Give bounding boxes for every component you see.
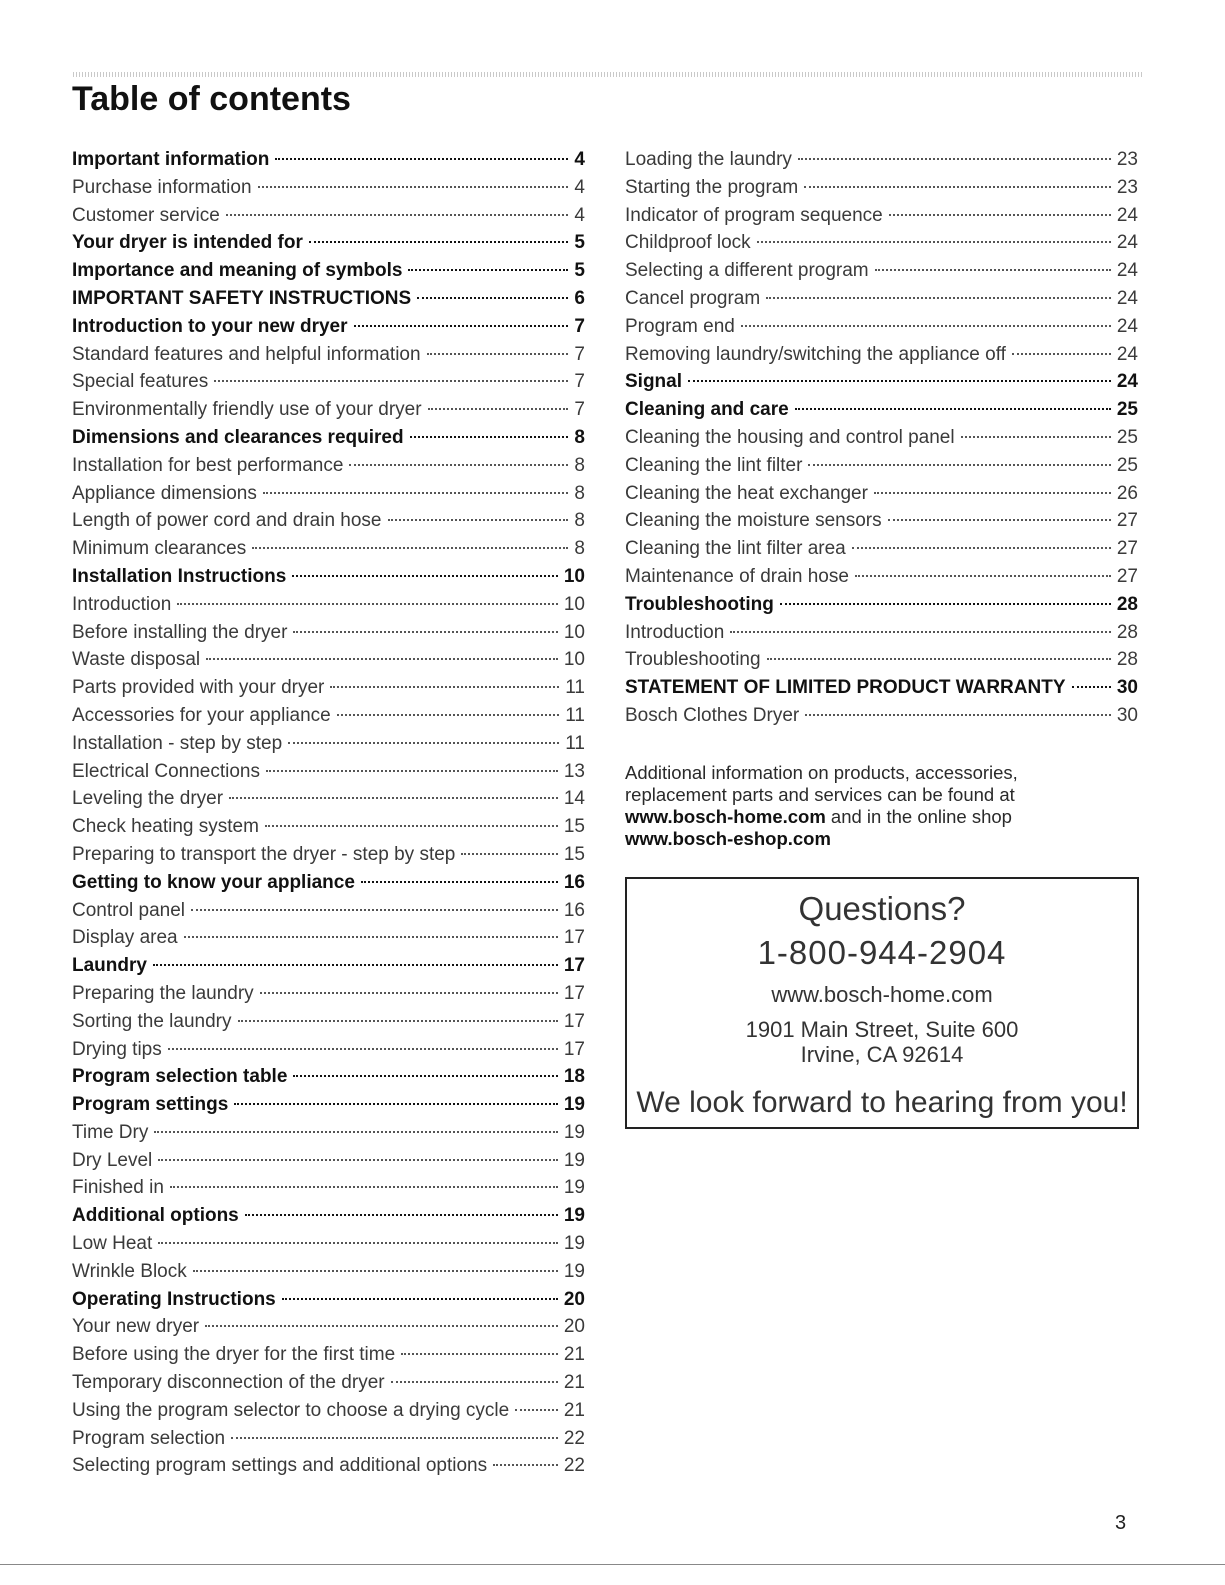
toc-section-entry[interactable] (72, 146, 585, 174)
toc-subsection-entry[interactable] (625, 424, 1138, 452)
toc-dot-leader (184, 936, 558, 938)
toc-subsection-entry[interactable] (625, 313, 1138, 341)
toc-entry-title: Waste disposal (72, 649, 201, 671)
toc-entry-title: Customer service (72, 204, 220, 226)
toc-dot-leader (206, 658, 558, 660)
toc-entry-page: 13 (563, 760, 585, 782)
toc-dot-leader (288, 742, 559, 744)
toc-dot-leader (260, 992, 558, 994)
toc-entry-page: 5 (574, 260, 585, 282)
toc-entry-page: 19 (563, 1205, 585, 1227)
toc-dot-leader (808, 464, 1110, 466)
toc-entry-title: Starting the program (625, 176, 799, 198)
toc-dot-leader (874, 492, 1111, 494)
toc-entry-page: 4 (574, 176, 585, 198)
questions-contact-box (625, 877, 1139, 1129)
toc-subsection-entry[interactable] (625, 535, 1138, 563)
toc-section-entry[interactable] (72, 229, 585, 257)
toc-dot-leader (427, 353, 569, 355)
toc-dot-leader (330, 686, 559, 688)
info-line-2: replacement parts and services can be found at (625, 784, 1015, 805)
toc-entry-title: Indicator of program sequence (625, 204, 883, 226)
toc-dot-leader (231, 1437, 558, 1439)
toc-entry-page: 26 (1116, 482, 1138, 504)
toc-entry-page: 23 (1116, 176, 1138, 198)
toc-subsection-entry[interactable] (72, 368, 585, 396)
toc-entry-title: Operating Instructions (72, 1288, 276, 1310)
toc-section-entry[interactable] (72, 952, 585, 980)
toc-dot-leader (804, 186, 1111, 188)
toc-entry-page: 11 (565, 677, 585, 699)
toc-entry-title: Standard features and helpful information (72, 343, 421, 365)
toc-subsection-entry[interactable] (72, 1258, 585, 1286)
toc-left-column (72, 146, 585, 1480)
toc-subsection-entry[interactable] (625, 174, 1138, 202)
toc-entry-page: 7 (574, 371, 585, 393)
toc-entry-title: Time Dry (72, 1121, 149, 1143)
toc-entry-page: 4 (574, 204, 585, 226)
toc-subsection-entry[interactable] (72, 813, 585, 841)
toc-subsection-entry[interactable] (625, 702, 1138, 730)
toc-entry-title: Laundry (72, 955, 147, 977)
toc-entry-page: 17 (563, 927, 585, 949)
toc-entry-page: 15 (563, 843, 585, 865)
toc-subsection-entry[interactable] (625, 563, 1138, 591)
toc-entry-title: Appliance dimensions (72, 482, 257, 504)
toc-entry-title: Cleaning the moisture sensors (625, 510, 882, 532)
toc-entry-page: 24 (1116, 260, 1138, 282)
toc-entry-page: 24 (1116, 232, 1138, 254)
toc-subsection-entry[interactable] (72, 202, 585, 230)
toc-entry-page: 21 (563, 1372, 585, 1394)
toc-dot-leader (282, 1298, 558, 1300)
toc-dot-leader (258, 186, 569, 188)
toc-subsection-entry[interactable] (72, 758, 585, 786)
toc-entry-title: Cleaning and care (625, 399, 789, 421)
toc-dot-leader (515, 1409, 558, 1411)
toc-subsection-entry[interactable] (625, 229, 1138, 257)
toc-entry-title: Temporary disconnection of the dryer (72, 1372, 385, 1394)
toc-section-entry[interactable] (72, 563, 585, 591)
toc-dot-leader (361, 881, 558, 883)
toc-dot-leader (493, 1464, 558, 1466)
toc-dot-leader (410, 436, 569, 438)
toc-entry-page: 24 (1116, 343, 1138, 365)
toc-entry-title: Check heating system (72, 816, 259, 838)
toc-entry-title: Selecting a different program (625, 260, 869, 282)
toc-entry-page: 19 (563, 1260, 585, 1282)
toc-entry-title: Accessories for your appliance (72, 704, 331, 726)
toc-subsection-entry[interactable] (625, 480, 1138, 508)
toc-section-entry[interactable] (72, 1202, 585, 1230)
toc-entry-page: 8 (574, 482, 585, 504)
toc-dot-leader (855, 575, 1111, 577)
toc-entry-title: Removing laundry/switching the appliance off (625, 343, 1006, 365)
toc-entry-title: Control panel (72, 899, 186, 921)
toc-subsection-entry[interactable] (72, 1174, 585, 1202)
toc-dot-leader (888, 519, 1111, 521)
toc-entry-page: 22 (563, 1455, 585, 1477)
toc-entry-title: Cleaning the housing and control panel (625, 426, 955, 448)
toc-entry-page: 20 (563, 1288, 585, 1310)
toc-entry-title: Preparing the laundry (72, 982, 254, 1004)
toc-entry-page: 10 (563, 593, 585, 615)
toc-entry-page: 17 (563, 982, 585, 1004)
toc-dot-leader (266, 770, 558, 772)
toc-dot-leader (252, 547, 568, 549)
toc-subsection-entry[interactable] (625, 507, 1138, 535)
toc-dot-leader (309, 241, 569, 243)
toc-entry-title: Importance and meaning of symbols (72, 260, 403, 282)
toc-section-entry[interactable] (72, 424, 585, 452)
toc-entry-title: Cleaning the lint filter area (625, 538, 846, 560)
toc-entry-title: Preparing to transport the dryer - step by step (72, 843, 456, 865)
toc-subsection-entry[interactable] (625, 452, 1138, 480)
toc-dot-leader (292, 575, 558, 577)
closing-message: We look forward to hearing from you! (636, 1086, 1128, 1119)
toc-subsection-entry[interactable] (72, 1147, 585, 1175)
toc-entry-title: Program end (625, 315, 735, 337)
toc-entry-page: 19 (563, 1094, 585, 1116)
toc-subsection-entry[interactable] (72, 1119, 585, 1147)
toc-section-entry[interactable] (72, 1063, 585, 1091)
toc-entry-title: STATEMENT OF LIMITED PRODUCT WARRANTY (625, 677, 1066, 699)
toc-subsection-entry[interactable] (625, 619, 1138, 647)
toc-section-entry[interactable] (72, 285, 585, 313)
toc-dot-leader (741, 325, 1111, 327)
toc-entry-page: 15 (563, 816, 585, 838)
toc-dot-leader (238, 1020, 558, 1022)
toc-dot-leader (226, 214, 569, 216)
toc-entry-page: 7 (574, 343, 585, 365)
toc-entry-title: Length of power cord and drain hose (72, 510, 382, 532)
toc-subsection-entry[interactable] (72, 396, 585, 424)
toc-entry-title: Purchase information (72, 176, 252, 198)
toc-entry-page: 19 (563, 1233, 585, 1255)
toc-dot-leader (275, 158, 568, 160)
toc-entry-page: 27 (1116, 538, 1138, 560)
toc-entry-page: 7 (574, 399, 585, 421)
toc-entry-page: 10 (563, 565, 585, 587)
toc-entry-title: Program selection (72, 1427, 226, 1449)
toc-subsection-entry[interactable] (72, 480, 585, 508)
page-title: Table of contents (72, 80, 351, 118)
toc-entry-title: Your dryer is intended for (72, 232, 303, 254)
toc-subsection-entry[interactable] (72, 702, 585, 730)
toc-entry-page: 8 (574, 426, 585, 448)
toc-entry-title: Getting to know your appliance (72, 871, 355, 893)
toc-section-entry[interactable] (72, 1286, 585, 1314)
toc-entry-title: Before installing the dryer (72, 621, 288, 643)
toc-subsection-entry[interactable] (72, 1036, 585, 1064)
toc-dot-leader (805, 714, 1111, 716)
toc-entry-title: Cleaning the heat exchanger (625, 482, 868, 504)
toc-subsection-entry[interactable] (72, 674, 585, 702)
toc-subsection-entry[interactable] (72, 924, 585, 952)
toc-dot-leader (158, 1159, 558, 1161)
toc-entry-title: Finished in (72, 1177, 164, 1199)
toc-dot-leader (168, 1048, 558, 1050)
toc-entry-page: 11 (565, 704, 585, 726)
website-link[interactable]: www.bosch-home.com (771, 982, 993, 1007)
toc-entry-title: Important information (72, 149, 270, 170)
toc-subsection-entry[interactable] (625, 341, 1138, 369)
toc-entry-page: 8 (574, 538, 585, 560)
toc-dot-leader (153, 964, 558, 966)
toc-dot-leader (234, 1103, 558, 1105)
toc-dot-leader (177, 603, 558, 605)
toc-entry-title: Cancel program (625, 287, 761, 309)
toc-dot-leader (961, 436, 1111, 438)
toc-dot-leader (889, 214, 1111, 216)
toc-dot-leader (767, 658, 1111, 660)
toc-entry-page: 24 (1116, 204, 1138, 226)
toc-entry-title: Electrical Connections (72, 760, 260, 782)
toc-subsection-entry[interactable] (72, 341, 585, 369)
toc-entry-page: 22 (563, 1427, 585, 1449)
toc-subsection-entry[interactable] (72, 507, 585, 535)
toc-entry-page: 25 (1116, 426, 1138, 448)
toc-dot-leader (354, 325, 569, 327)
toc-subsection-entry[interactable] (72, 1313, 585, 1341)
toc-subsection-entry[interactable] (72, 1425, 585, 1453)
additional-info-note (625, 762, 1140, 850)
toc-dot-leader (852, 547, 1111, 549)
toc-entry-title: Introduction to your new dryer (72, 315, 348, 337)
toc-entry-title: Display area (72, 927, 178, 949)
toc-section-entry[interactable] (72, 257, 585, 285)
toc-entry-page: 27 (1116, 565, 1138, 587)
toc-dot-leader (780, 603, 1111, 605)
toc-subsection-entry[interactable] (625, 202, 1138, 230)
toc-entry-page: 19 (563, 1149, 585, 1171)
toc-entry-title: Your new dryer (72, 1316, 200, 1338)
toc-entry-title: Low Heat (72, 1233, 153, 1255)
toc-entry-page: 17 (563, 1038, 585, 1060)
toc-subsection-entry[interactable] (72, 591, 585, 619)
toc-entry-page: 30 (1116, 704, 1138, 726)
toc-dot-leader (229, 797, 558, 799)
info-line-1: Additional information on products, accessories, (625, 762, 1018, 783)
toc-entry-title: Drying tips (72, 1038, 162, 1060)
toc-entry-page: 24 (1116, 287, 1138, 309)
toc-dot-leader (417, 297, 568, 299)
toc-right-column (625, 146, 1138, 730)
toc-subsection-entry[interactable] (72, 174, 585, 202)
toc-dot-leader (730, 631, 1111, 633)
toc-dot-leader (461, 853, 558, 855)
toc-entry-page: 10 (563, 621, 585, 643)
toc-entry-page: 18 (563, 1066, 585, 1088)
toc-entry-title: Installation - step by step (72, 732, 283, 754)
toc-entry-page: 28 (1116, 649, 1138, 671)
toc-entry-page: 11 (565, 732, 585, 754)
toc-section-entry[interactable] (625, 368, 1138, 396)
toc-entry-page: 17 (563, 1010, 585, 1032)
footer-rule (0, 1564, 1225, 1565)
toc-entry-title: Troubleshooting (625, 593, 774, 615)
toc-entry-page: 16 (563, 899, 585, 921)
toc-entry-title: Sorting the laundry (72, 1010, 232, 1032)
toc-entry-page: 30 (1116, 677, 1138, 699)
toc-entry-title: IMPORTANT SAFETY INSTRUCTIONS (72, 287, 412, 309)
toc-dot-leader (158, 1242, 558, 1244)
toc-subsection-entry[interactable] (72, 785, 585, 813)
phone-number[interactable]: 1-800-944-2904 (757, 934, 1007, 971)
toc-subsection-entry[interactable] (72, 1008, 585, 1036)
toc-entry-page: 21 (563, 1399, 585, 1421)
toc-entry-title: Maintenance of drain hose (625, 565, 849, 587)
toc-subsection-entry[interactable] (72, 1397, 585, 1425)
toc-entry-page: 28 (1116, 621, 1138, 643)
toc-subsection-entry[interactable] (72, 980, 585, 1008)
bosch-eshop-link[interactable]: www.bosch-eshop.com (625, 828, 831, 849)
toc-dot-leader (293, 631, 557, 633)
toc-entry-title: Installation Instructions (72, 565, 287, 587)
toc-subsection-entry[interactable] (625, 646, 1138, 674)
toc-entry-title: Introduction (625, 621, 725, 643)
toc-entry-page: 28 (1116, 593, 1138, 615)
toc-dot-leader (757, 241, 1111, 243)
toc-entry-title: Dimensions and clearances required (72, 426, 404, 448)
address-line-2: Irvine, CA 92614 (800, 1042, 964, 1067)
toc-subsection-entry[interactable] (72, 897, 585, 925)
toc-entry-title: Loading the laundry (625, 149, 792, 170)
toc-subsection-entry[interactable] (72, 452, 585, 480)
toc-entry-page: 20 (563, 1316, 585, 1338)
toc-section-entry[interactable] (625, 396, 1138, 424)
toc-entry-page: 4 (574, 149, 585, 170)
toc-dot-leader (205, 1325, 558, 1327)
toc-subsection-entry[interactable] (72, 730, 585, 758)
toc-entry-page: 8 (574, 454, 585, 476)
toc-entry-page: 24 (1116, 315, 1138, 337)
bosch-home-link[interactable]: www.bosch-home.com (625, 806, 826, 827)
toc-entry-page: 27 (1116, 510, 1138, 532)
toc-entry-page: 25 (1116, 399, 1138, 421)
toc-dot-leader (193, 1270, 558, 1272)
toc-entry-page: 23 (1116, 149, 1138, 170)
address-line-1: 1901 Main Street, Suite 600 (745, 1017, 1019, 1042)
toc-subsection-entry[interactable] (72, 535, 585, 563)
toc-dot-leader (408, 269, 568, 271)
toc-entry-title: Parts provided with your dryer (72, 677, 325, 699)
toc-entry-title: Special features (72, 371, 209, 393)
toc-subsection-entry[interactable] (72, 841, 585, 869)
toc-subsection-entry[interactable] (72, 1230, 585, 1258)
toc-entry-page: 10 (563, 649, 585, 671)
toc-subsection-entry[interactable] (72, 1452, 585, 1480)
toc-dot-leader (337, 714, 560, 716)
toc-entry-page: 14 (563, 788, 585, 810)
toc-entry-page: 17 (563, 955, 585, 977)
toc-entry-page: 19 (563, 1121, 585, 1143)
toc-section-entry[interactable] (72, 869, 585, 897)
toc-entry-title: Bosch Clothes Dryer (625, 704, 800, 726)
toc-dot-leader (1072, 686, 1111, 688)
toc-entry-title: Troubleshooting (625, 649, 761, 671)
toc-dot-leader (349, 464, 568, 466)
toc-entry-title: Minimum clearances (72, 538, 247, 560)
toc-entry-page: 19 (563, 1177, 585, 1199)
toc-dot-leader (391, 1381, 558, 1383)
toc-entry-title: Environmentally friendly use of your dryer (72, 399, 422, 421)
toc-entry-title: Selecting program settings and additional options (72, 1455, 488, 1477)
questions-heading: Questions? (798, 890, 966, 927)
toc-subsection-entry[interactable] (625, 146, 1138, 174)
toc-entry-page: 7 (574, 315, 585, 337)
toc-entry-page: 6 (574, 287, 585, 309)
toc-dot-leader (428, 408, 569, 410)
toc-dot-leader (293, 1075, 557, 1077)
toc-dot-leader (875, 269, 1111, 271)
toc-dot-leader (191, 909, 558, 911)
toc-section-entry[interactable] (625, 591, 1138, 619)
toc-dot-leader (798, 158, 1111, 160)
toc-entry-title: Program settings (72, 1094, 229, 1116)
toc-dot-leader (388, 519, 569, 521)
toc-entry-title: Before using the dryer for the first time (72, 1344, 396, 1366)
toc-dot-leader (401, 1353, 558, 1355)
toc-section-entry[interactable] (625, 674, 1138, 702)
toc-entry-title: Signal (625, 371, 683, 393)
toc-subsection-entry[interactable] (72, 619, 585, 647)
header-rule (73, 72, 1143, 77)
toc-entry-page: 8 (574, 510, 585, 532)
toc-dot-leader (154, 1131, 558, 1133)
toc-dot-leader (170, 1186, 558, 1188)
toc-subsection-entry[interactable] (625, 285, 1138, 313)
toc-dot-leader (214, 380, 568, 382)
toc-entry-page: 25 (1116, 454, 1138, 476)
toc-section-entry[interactable] (72, 313, 585, 341)
toc-entry-page: 5 (574, 232, 585, 254)
toc-entry-title: Using the program selector to choose a drying cycle (72, 1399, 510, 1421)
toc-section-entry[interactable] (72, 1091, 585, 1119)
toc-entry-title: Wrinkle Block (72, 1260, 187, 1282)
toc-entry-title: Introduction (72, 593, 172, 615)
info-line-3: and in the online shop (825, 806, 1012, 827)
toc-entry-title: Additional options (72, 1205, 239, 1227)
toc-entry-page: 21 (563, 1344, 585, 1366)
toc-subsection-entry[interactable] (625, 257, 1138, 285)
toc-dot-leader (265, 825, 558, 827)
toc-subsection-entry[interactable] (72, 1369, 585, 1397)
toc-dot-leader (795, 408, 1111, 410)
toc-entry-title: Program selection table (72, 1066, 288, 1088)
toc-subsection-entry[interactable] (72, 646, 585, 674)
toc-dot-leader (245, 1214, 558, 1216)
toc-entry-page: 16 (563, 871, 585, 893)
page-number: 3 (1115, 1512, 1127, 1534)
toc-dot-leader (1012, 353, 1111, 355)
toc-entry-title: Cleaning the lint filter (625, 454, 803, 476)
toc-entry-title: Dry Level (72, 1149, 153, 1171)
toc-dot-leader (766, 297, 1111, 299)
toc-entry-title: Childproof lock (625, 232, 751, 254)
toc-dot-leader (263, 492, 569, 494)
toc-subsection-entry[interactable] (72, 1341, 585, 1369)
toc-entry-title: Leveling the dryer (72, 788, 224, 810)
toc-dot-leader (688, 380, 1111, 382)
toc-entry-page: 24 (1116, 371, 1138, 393)
toc-entry-title: Installation for best performance (72, 454, 344, 476)
